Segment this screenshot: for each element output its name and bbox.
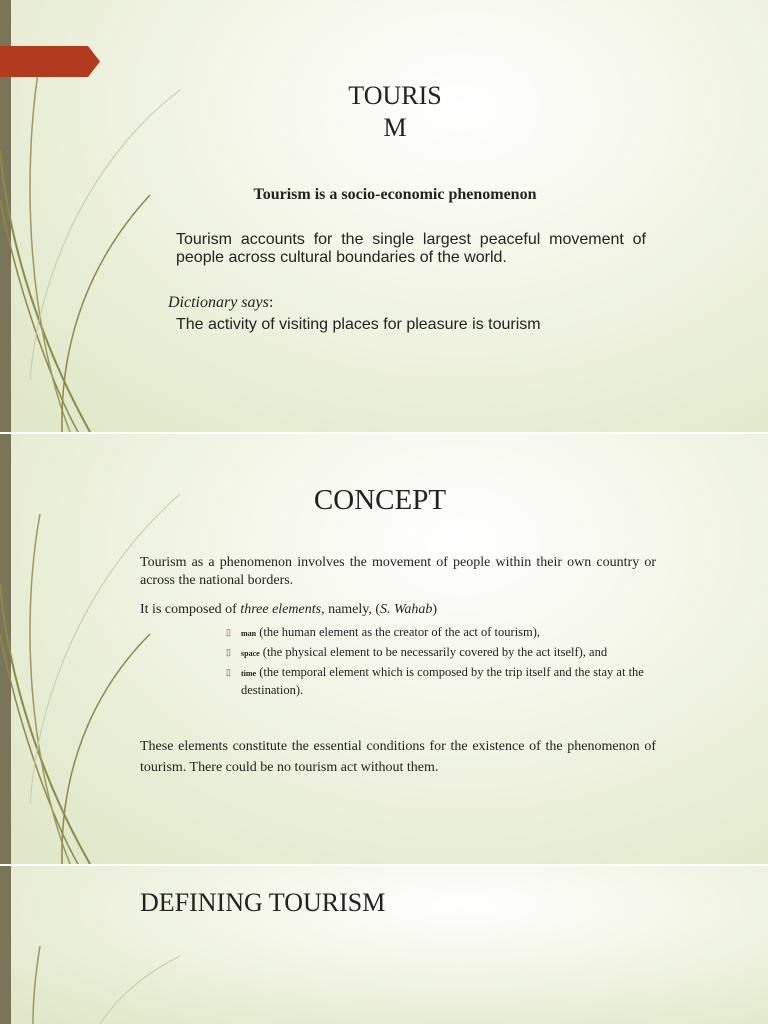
slide-2-title: CONCEPT	[313, 484, 447, 516]
bullet-icon: ▯	[226, 647, 231, 657]
slide-3	[0, 866, 768, 1024]
dictionary-label	[168, 294, 273, 312]
dictionary-label-text: Dictionary says	[168, 294, 269, 311]
composed-prefix: It is composed of	[140, 602, 241, 617]
bullet-text: (the human element as the creator of the act of tourism),	[256, 625, 541, 639]
list-item	[226, 624, 656, 642]
dictionary-definition: The activity of visiting places for pleasure is tourism	[176, 316, 541, 333]
slide-1-title-line-2: M	[383, 113, 407, 142]
bullet-text: (the physical element to be necessarily covered by the act itself), and	[259, 645, 608, 659]
accent-arrow-tab	[0, 46, 100, 77]
composed-suffix: )	[432, 602, 438, 617]
slide-2-paragraph-2: These elements constitute the essential conditions for the existence of the phenomenon of tourism. There could be no tourism act without them.	[140, 739, 656, 775]
slide-1-subtitle: Tourism is a socio-economic phenomenon	[253, 186, 537, 203]
slide-1	[0, 0, 768, 432]
bullet-keyword: man	[241, 629, 257, 638]
composed-middle: , namely, (	[321, 602, 381, 617]
dictionary-colon: :	[268, 294, 274, 311]
list-item	[226, 664, 656, 698]
slide-3-title: DEFINING TOURISM	[140, 888, 386, 917]
slide-1-title	[300, 80, 490, 144]
bullet-keyword: space	[241, 649, 260, 658]
slide-1-paragraph: Tourism accounts for the single largest peaceful movement of people across cultural boundaries of the world.	[176, 231, 646, 266]
composed-of-line	[140, 602, 437, 618]
three-elements-text: three elements	[240, 602, 322, 617]
author-text: S. Wahab	[380, 602, 433, 617]
bullet-text: (the temporal element which is composed by the trip itself and the stay at the destination).	[241, 665, 644, 697]
bullet-keyword: time	[241, 669, 257, 678]
slide-1-title-line-1: TOURIS	[348, 81, 442, 110]
element-bullet-list	[226, 624, 656, 700]
list-item	[226, 644, 656, 662]
slide-2	[0, 434, 768, 864]
slide-2-paragraph-1: Tourism as a phenomenon involves the movement of people within their own country or across the national borders.	[140, 555, 656, 588]
bullet-icon: ▯	[226, 627, 231, 637]
bullet-icon: ▯	[226, 667, 231, 677]
